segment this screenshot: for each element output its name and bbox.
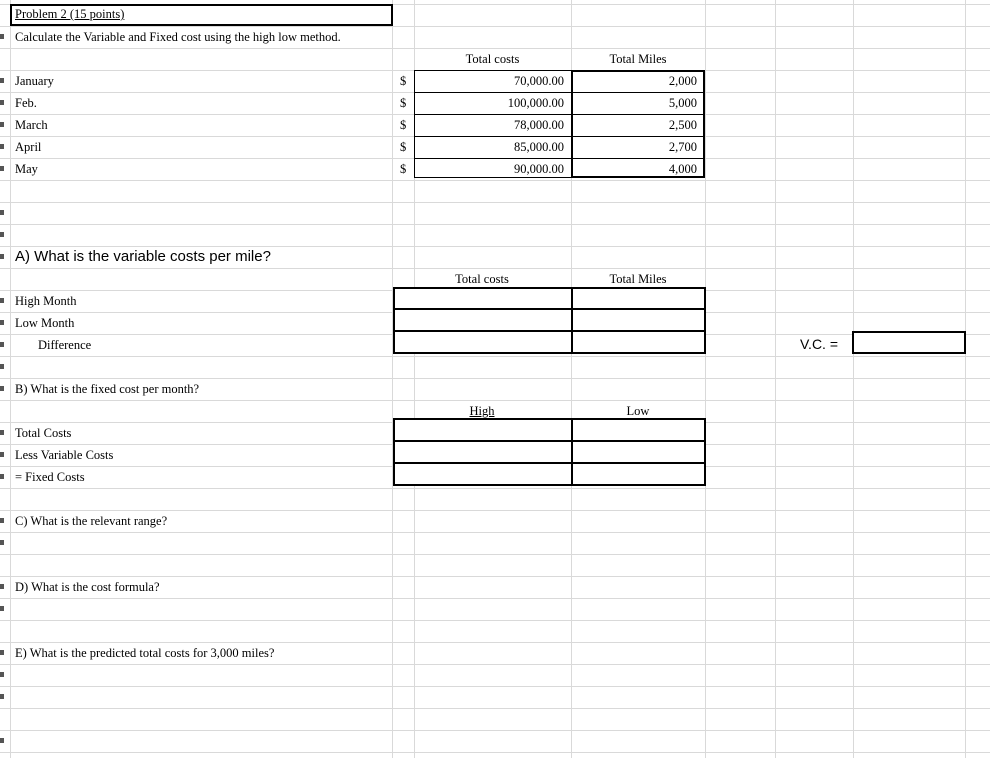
qb-row-label-less-vc: Less Variable Costs: [15, 448, 114, 462]
qa-diff-miles-input[interactable]: [571, 330, 706, 354]
total-cost-value: 78,000.00: [514, 118, 564, 132]
qa-low-costs-input[interactable]: [393, 308, 573, 332]
qb-low-fixed-input[interactable]: [571, 462, 706, 486]
header-total-miles: Total Miles: [609, 52, 667, 66]
currency-symbol: $: [400, 140, 407, 154]
total-miles-value: 2,000: [668, 74, 697, 88]
vc-answer-input[interactable]: [852, 331, 966, 354]
currency-symbol: $: [400, 118, 407, 132]
currency-symbol: $: [400, 96, 407, 110]
question-d-prompt: D) What is the cost formula?: [15, 580, 160, 594]
total-cost-value: 100,000.00: [507, 96, 564, 110]
qa-row-label-difference: Difference: [38, 338, 92, 352]
month-label: March: [15, 118, 48, 132]
vc-label: V.C. =: [800, 336, 839, 352]
qa-high-miles-input[interactable]: [571, 287, 706, 310]
total-miles-value: 4,000: [668, 162, 697, 176]
qb-low-total-input[interactable]: [571, 418, 706, 442]
header-total-costs: Total costs: [465, 52, 520, 66]
qb-row-label-fixed-costs: = Fixed Costs: [15, 470, 85, 484]
total-miles-value: 2,700: [668, 140, 697, 154]
qb-header-low: Low: [626, 404, 650, 418]
month-label: Feb.: [15, 96, 37, 110]
qb-high-fixed-input[interactable]: [393, 462, 573, 486]
qa-row-label-high: High Month: [15, 294, 77, 308]
currency-symbol: $: [400, 162, 407, 176]
month-label: January: [15, 74, 54, 88]
instructions-text: Calculate the Variable and Fixed cost using the high low method.: [15, 30, 341, 44]
qb-low-vc-input[interactable]: [571, 440, 706, 464]
qa-high-costs-input[interactable]: [393, 287, 573, 310]
total-miles-value: 5,000: [668, 96, 697, 110]
qb-header-high: High: [469, 404, 495, 418]
question-b-prompt: B) What is the fixed cost per month?: [15, 382, 200, 396]
qa-header-total-miles: Total Miles: [609, 272, 667, 286]
total-cost-value: 70,000.00: [514, 74, 564, 88]
question-c-prompt: C) What is the relevant range?: [15, 514, 168, 528]
currency-symbol: $: [400, 74, 407, 88]
qb-high-vc-input[interactable]: [393, 440, 573, 464]
total-cost-value: 85,000.00: [514, 140, 564, 154]
page-title: Problem 2 (15 points): [15, 7, 125, 21]
qa-header-total-costs: Total costs: [455, 272, 509, 286]
total-cost-value: 90,000.00: [514, 162, 564, 176]
qb-row-label-total-costs: Total Costs: [15, 426, 72, 440]
qa-row-label-low: Low Month: [15, 316, 75, 330]
total-miles-value: 2,500: [668, 118, 697, 132]
month-label: May: [15, 162, 38, 176]
month-label: April: [15, 140, 42, 154]
question-e-prompt: E) What is the predicted total costs for 3,000 miles?: [15, 646, 275, 660]
qa-diff-costs-input[interactable]: [393, 330, 573, 354]
qb-high-total-input[interactable]: [393, 418, 573, 442]
qa-low-miles-input[interactable]: [571, 308, 706, 332]
question-a-prompt: A) What is the variable costs per mile?: [15, 248, 271, 265]
